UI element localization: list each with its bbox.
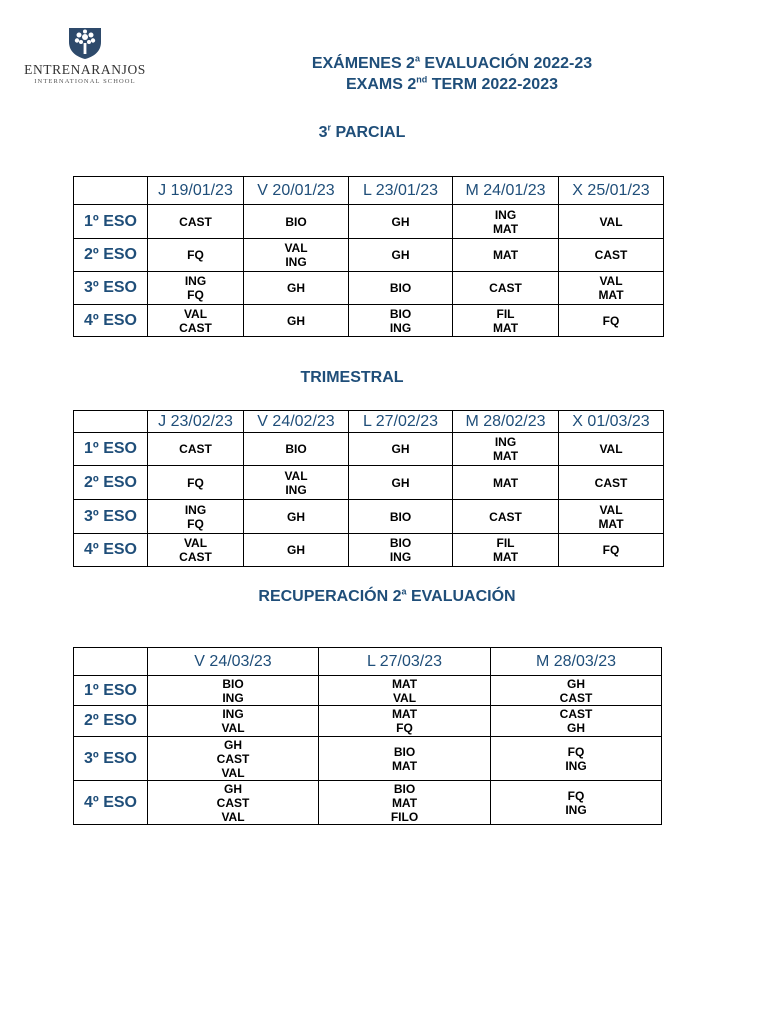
exam-cell: CAST [453, 500, 559, 534]
course-label: 1º ESO [74, 205, 148, 239]
exam-cell: CAST [148, 205, 244, 239]
exam-cell: GH [349, 205, 453, 239]
date-header: V 24/02/23 [244, 411, 349, 433]
exam-cell: FIL MAT [453, 534, 559, 567]
section-title-trimestral: TRIMESTRAL [300, 369, 404, 386]
exam-cell: FQ ING [491, 737, 662, 781]
date-header: V 20/01/23 [244, 177, 349, 205]
course-label: 4º ESO [74, 534, 148, 567]
course-label: 3º ESO [74, 500, 148, 534]
exam-cell: BIO ING [349, 534, 453, 567]
exam-cell: FQ [559, 305, 664, 337]
exam-cell: CAST [148, 433, 244, 466]
exam-cell: GH CAST [491, 676, 662, 706]
course-label: 3º ESO [74, 272, 148, 305]
date-header: M 28/03/23 [491, 648, 662, 676]
table-trimestral [73, 410, 664, 567]
table-row [74, 205, 664, 239]
date-header: X 25/01/23 [559, 177, 664, 205]
date-header: J 19/01/23 [148, 177, 244, 205]
exam-cell: GH CAST VAL [148, 737, 319, 781]
table-row [74, 706, 662, 737]
exam-cell: MAT [453, 239, 559, 272]
exam-cell: ING VAL [148, 706, 319, 737]
corner-cell [74, 177, 148, 205]
exam-cell: GH [244, 500, 349, 534]
course-label: 1º ESO [74, 433, 148, 466]
exam-cell: GH [244, 305, 349, 337]
exam-cell: MAT FQ [319, 706, 491, 737]
exam-cell: FQ [148, 466, 244, 500]
date-header: M 24/01/23 [453, 177, 559, 205]
course-label: 2º ESO [74, 466, 148, 500]
exam-cell: BIO [244, 205, 349, 239]
exam-cell: CAST [453, 272, 559, 305]
table-row [74, 500, 664, 534]
exam-cell: BIO MAT FILO [319, 781, 491, 825]
exam-cell: ING FQ [148, 272, 244, 305]
course-label: 4º ESO [74, 305, 148, 337]
exam-cell: GH CAST VAL [148, 781, 319, 825]
table-parcial [73, 176, 664, 337]
logo-subtitle: INTERNATIONAL SCHOOL [34, 78, 136, 85]
exam-cell: FQ [148, 239, 244, 272]
course-label: 2º ESO [74, 706, 148, 737]
section-title-parcial: 3$^r$ PARCIAL [318, 122, 406, 141]
table-row [74, 781, 662, 825]
table-recuperacion [73, 647, 662, 825]
table-row [74, 737, 662, 781]
date-header: X 01/03/23 [559, 411, 664, 433]
exam-cell: ING FQ [148, 500, 244, 534]
page-title-line2: EXAMS 2nd TERM 2022-2023 [346, 74, 558, 93]
course-label: 4º ESO [74, 781, 148, 825]
date-header: L 23/01/23 [349, 177, 453, 205]
exam-cell: BIO ING [148, 676, 319, 706]
table-row [74, 433, 664, 466]
page-title-line1: EXÁMENES 2$^a$ EVALUACIÓN 2022-23 [311, 53, 593, 72]
course-label: 3º ESO [74, 737, 148, 781]
section-title-recuperacion: RECUPERACIÓN 2$^a$ EVALUACIÓN [258, 586, 516, 605]
exam-cell: BIO MAT [319, 737, 491, 781]
date-header: J 23/02/23 [148, 411, 244, 433]
exam-cell: GH [244, 534, 349, 567]
exam-cell: VAL ING [244, 466, 349, 500]
date-header: L 27/02/23 [349, 411, 453, 433]
exam-cell: MAT [453, 466, 559, 500]
corner-cell [74, 648, 148, 676]
table-row [74, 676, 662, 706]
exam-cell: VAL ING [244, 239, 349, 272]
corner-cell [74, 411, 148, 433]
exam-cell: BIO ING [349, 305, 453, 337]
exam-cell: VAL MAT [559, 500, 664, 534]
exam-cell: BIO [349, 500, 453, 534]
table-row [74, 239, 664, 272]
exam-cell: MAT VAL [319, 676, 491, 706]
exam-cell: CAST [559, 239, 664, 272]
date-header: V 24/03/23 [148, 648, 319, 676]
tree-shield-icon [66, 26, 104, 60]
exam-cell: FIL MAT [453, 305, 559, 337]
exam-cell: BIO [349, 272, 453, 305]
exam-cell: VAL [559, 433, 664, 466]
exam-cell: CAST GH [491, 706, 662, 737]
exam-cell: VAL MAT [559, 272, 664, 305]
exam-cell: FQ ING [491, 781, 662, 825]
school-logo [20, 26, 150, 85]
exam-cell: GH [349, 239, 453, 272]
exam-cell: VAL [559, 205, 664, 239]
logo-name: ENTRENARANJOS [24, 62, 146, 77]
date-header: M 28/02/23 [453, 411, 559, 433]
exam-cell: VAL CAST [148, 305, 244, 337]
table-row [74, 272, 664, 305]
exam-cell: ING MAT [453, 205, 559, 239]
exam-cell: ING MAT [453, 433, 559, 466]
course-label: 1º ESO [74, 676, 148, 706]
exam-cell: GH [244, 272, 349, 305]
table-row [74, 466, 664, 500]
exam-cell: VAL CAST [148, 534, 244, 567]
exam-cell: BIO [244, 433, 349, 466]
exam-cell: GH [349, 466, 453, 500]
table-row [74, 534, 664, 567]
table-row [74, 305, 664, 337]
exam-cell: FQ [559, 534, 664, 567]
exam-cell: CAST [559, 466, 664, 500]
date-header: L 27/03/23 [319, 648, 491, 676]
course-label: 2º ESO [74, 239, 148, 272]
exam-cell: GH [349, 433, 453, 466]
